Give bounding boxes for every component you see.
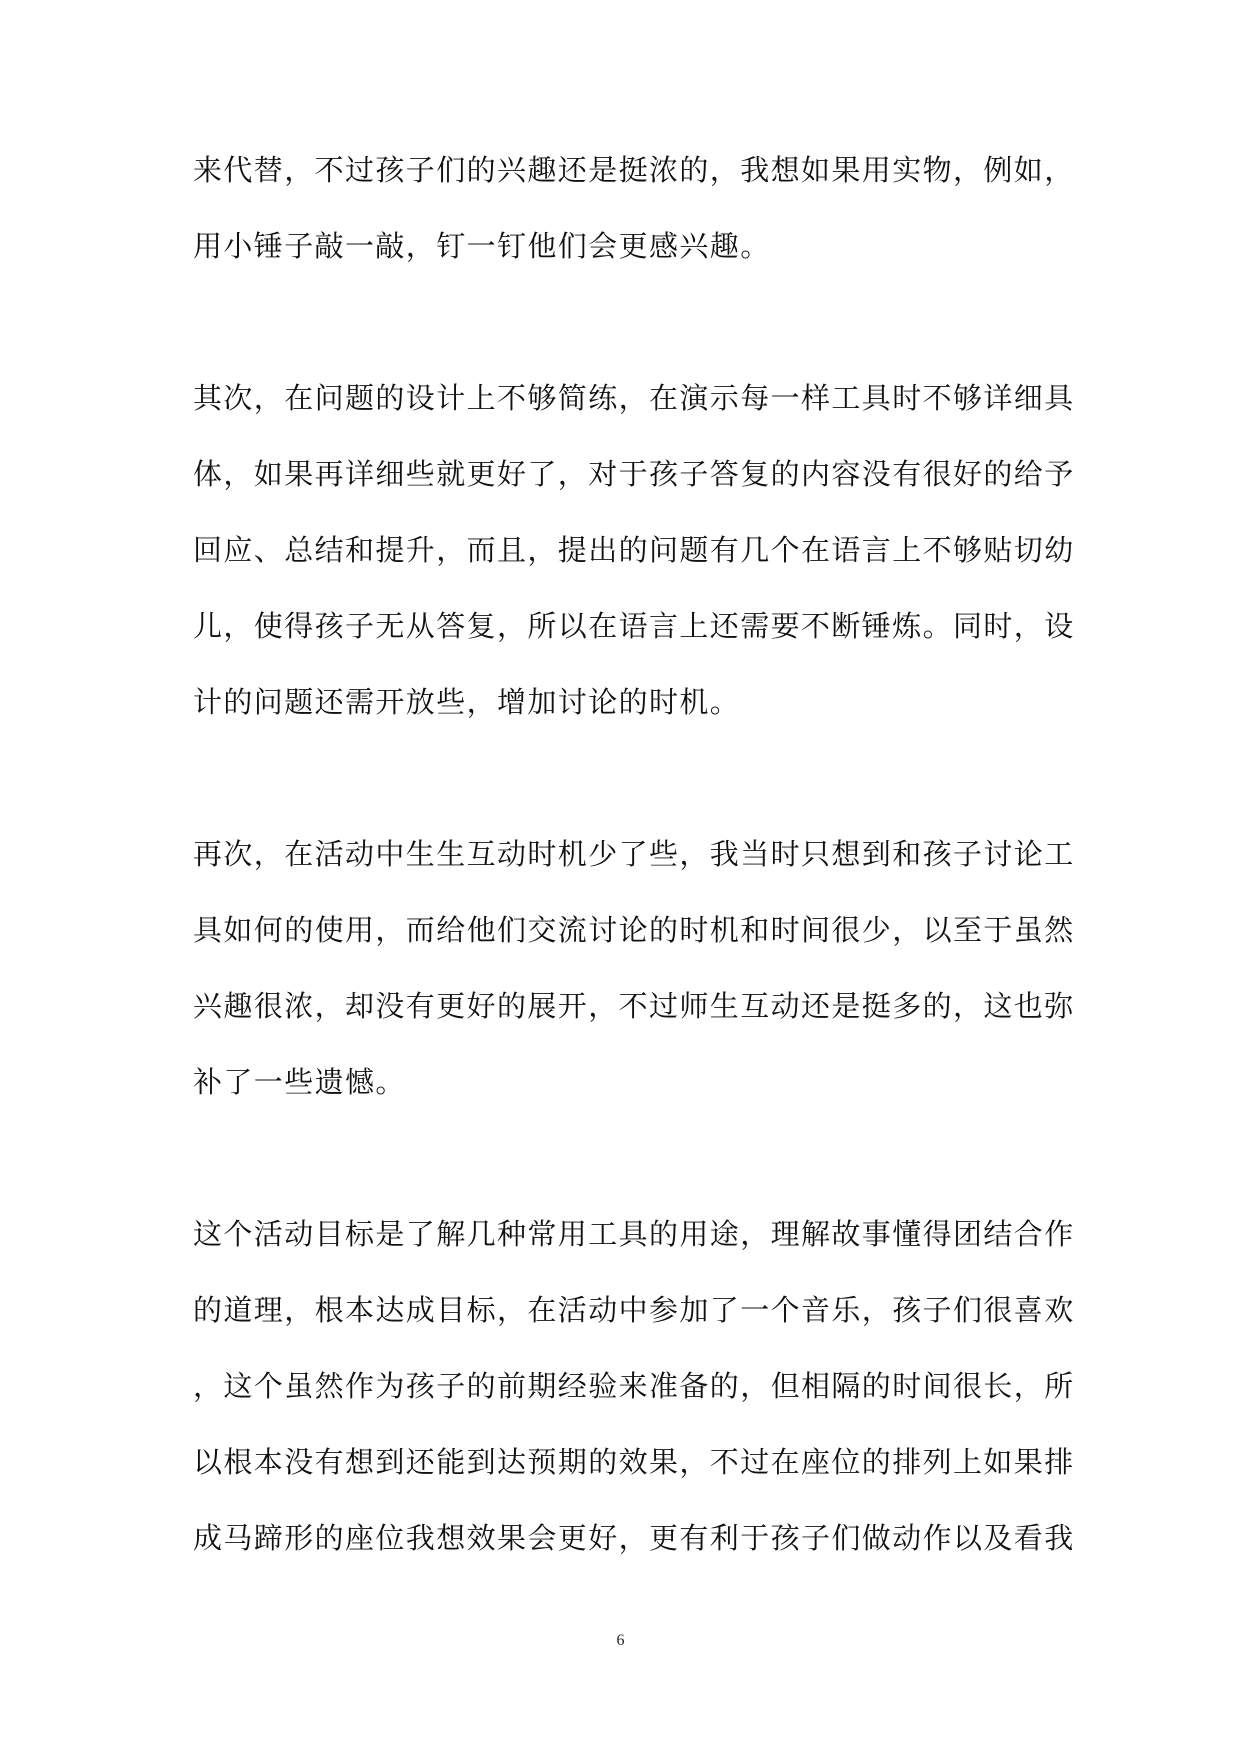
paragraph-line: 的道理，根本达成目标，在活动中参加了一个音乐，孩子们很喜欢 [193,1293,1075,1327]
paragraph-line: 计的问题还需开放些，增加讨论的时机。 [193,685,741,719]
paragraph-line: 儿，使得孩子无从答复，所以在语言上还需要不断锤炼。同时，设 [193,609,1075,643]
paragraph-line: 用小锤子敲一敲，钉一钉他们会更感兴趣。 [193,229,771,263]
paragraph-line: 回应、总结和提升，而且，提出的问题有几个在语言上不够贴切幼 [193,533,1075,567]
page-number: 6 [616,1632,625,1649]
paragraph-line: 具如何的使用，而给他们交流讨论的时机和时间很少，以至于虽然 [193,913,1075,947]
paragraph-line: 再次，在活动中生生互动时机少了些，我当时只想到和孩子讨论工 [193,837,1075,871]
paragraph-line: 其次，在问题的设计上不够简练，在演示每一样工具时不够详细具 [193,381,1075,415]
paragraph-line: 这个活动目标是了解几种常用工具的用途，理解故事懂得团结合作 [193,1217,1075,1251]
paragraph-line: 以根本没有想到还能到达预期的效果，不过在座位的排列上如果排 [193,1445,1075,1479]
paragraph-line: 成马蹄形的座位我想效果会更好，更有利于孩子们做动作以及看我 [193,1521,1075,1555]
paragraph-line: 补了一些遗憾。 [193,1065,406,1099]
paragraph-line: 体，如果再详细些就更好了，对于孩子答复的内容没有很好的给予 [193,457,1075,491]
paragraph-line: 兴趣很浓，却没有更好的展开，不过师生互动还是挺多的，这也弥 [193,989,1075,1023]
paragraph-line: 来代替，不过孩子们的兴趣还是挺浓的，我想如果用实物，例如， [193,153,1075,187]
paragraph-line: ，这个虽然作为孩子的前期经验来准备的，但相隔的时间很长，所 [193,1369,1075,1403]
